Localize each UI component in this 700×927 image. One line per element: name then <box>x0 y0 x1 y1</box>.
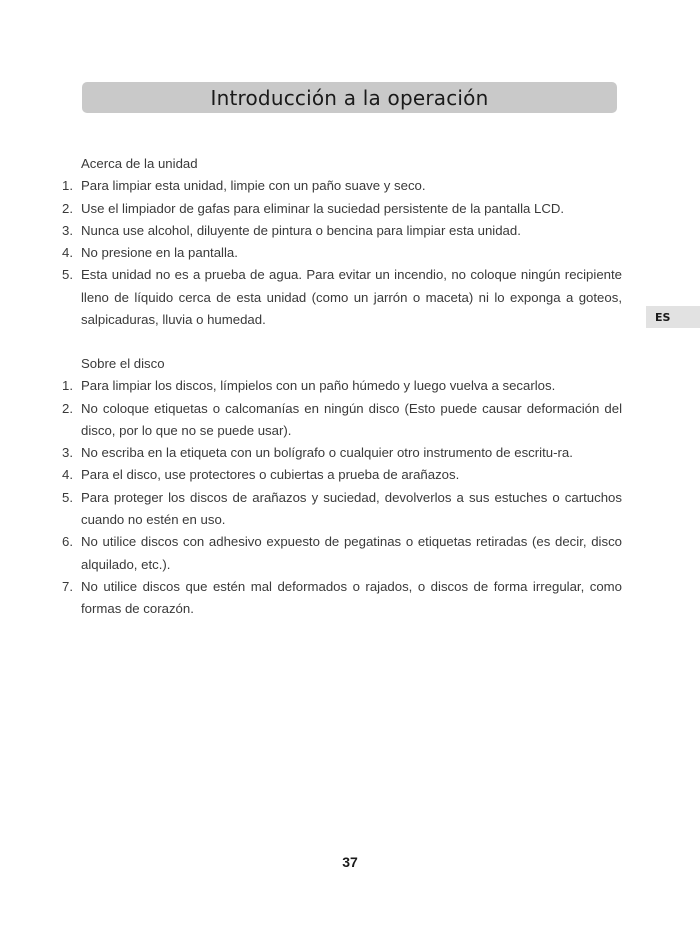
about-disc-section <box>62 353 622 621</box>
item-number: 5. <box>62 267 73 283</box>
item-text: Para limpiar los discos, límpielos con un paño húmedo y luego vuelva a secarlos. <box>81 378 556 394</box>
section-title-bar <box>82 82 617 113</box>
item-text: Para el disco, use protectores o cubiertas a prueba de arañazos. <box>81 467 460 483</box>
item-text: Nunca use alcohol, diluyente de pintura o bencina para limpiar esta unidad. <box>81 222 521 238</box>
item-number: 4. <box>62 467 73 483</box>
item-text: No utilice discos con adhesivo expuesto de pegatinas o etiquetas retiradas (es decir, disco alquilado, etc.). <box>81 534 622 572</box>
item-text: Para proteger los discos de arañazos y suciedad, devolverlos a sus estuches o cartuchos cuando no estén en uso. <box>81 489 622 528</box>
item-number: 1. <box>62 178 73 194</box>
list-item <box>62 398 622 443</box>
about-unit-heading: Acerca de la unidad <box>81 156 198 171</box>
item-text: Esta unidad no es a prueba de agua. Para evitar un incendio, no coloque ningún recipiente lleno de líquido cerca de esta unidad (como un jarrón o maceta) ni lo exponga a goteos, salpicaduras, lluvia o humedad. <box>81 267 622 328</box>
item-text: Para limpiar esta unidad, limpie con un paño suave y seco. <box>81 178 426 194</box>
item-number: 7. <box>62 578 73 594</box>
page-title: Introducción a la operación <box>210 85 489 110</box>
item-number: 1. <box>62 378 73 394</box>
list-item <box>62 464 622 486</box>
page-number: 37 <box>342 854 358 870</box>
about-unit-section <box>62 153 622 331</box>
list-item <box>62 242 622 264</box>
item-text: No escriba en la etiqueta con un bolígrafo o cualquier otro instrumento de escritu-ra. <box>81 445 573 461</box>
item-number: 4. <box>62 245 73 261</box>
item-number: 2. <box>62 400 73 416</box>
item-number: 3. <box>62 445 73 461</box>
item-number: 3. <box>62 222 73 238</box>
item-number: 2. <box>62 200 73 216</box>
item-text: Use el limpiador de gafas para eliminar la suciedad persistente de la pantalla LCD. <box>81 200 565 216</box>
list-item <box>62 375 622 397</box>
list-item <box>62 576 622 621</box>
item-text: No presione en la pantalla. <box>81 245 238 261</box>
language-tab: ES <box>646 306 700 328</box>
list-item <box>62 487 622 532</box>
list-item <box>62 198 622 220</box>
item-number: 6. <box>62 534 73 550</box>
item-number: 5. <box>62 489 73 505</box>
item-text: No coloque etiquetas o calcomanías en ningún disco (Esto puede causar deformación del disco, por lo que no se puede usar). <box>81 400 622 438</box>
about-disc-heading: Sobre el disco <box>81 356 165 371</box>
list-item <box>62 442 622 464</box>
list-item <box>62 531 622 576</box>
list-item <box>62 175 622 197</box>
item-text: No utilice discos que estén mal deformados o rajados, o discos de forma irregular, como formas de corazón. <box>81 578 622 617</box>
list-item <box>62 264 622 331</box>
list-item <box>62 220 622 242</box>
